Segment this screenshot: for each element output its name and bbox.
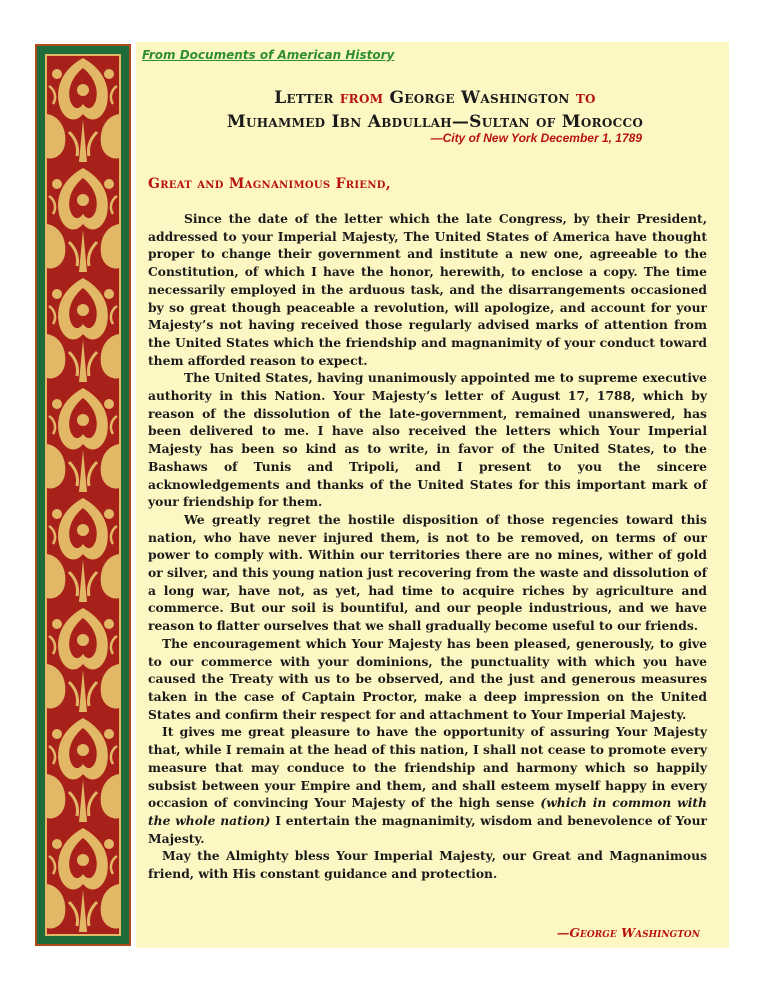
letter-body <box>148 210 707 883</box>
title-word-to: to <box>575 88 596 108</box>
title-word-letter: Letter <box>274 88 334 108</box>
paragraph-5 <box>148 723 707 847</box>
paragraph-2: The United States, having unanimously appointed me to supreme executive authority in this Nation. Your Majesty’s letter of August 17, 1788, which by reason of the dissolution of the late-government, remained unanswered, has been delivered to me. I have also received the letters which Your Imperial Majesty has been so kind as to write, in favor of the United States, to the Bashaws of Tunis and Tripoli, and I present to you the sincere acknowledgements and thanks of the United States for this important mark of your friendship for them. <box>148 370 707 510</box>
paragraph-1: Since the date of the letter which the late Congress, by their President, addressed to your Imperial Majesty, The United States of America have thought proper to change their government and institute a new one, agreeable to the Constitution, of which I have the honor, herewith, to enclose a copy. The time necessarily employed in the arduous task, and the disarrangements occasioned by so great though peaceable a revolution, will apologize, and account for your Majesty’s not having received those regularly advised marks of attention from the United States which the friendship and magnanimity of your conduct toward them afforded reason to expect. <box>148 211 707 368</box>
paragraph-4: The encouragement which Your Majesty has been pleased, generously, to give to our commerce with your dominions, the punctuality with which you have caused the Treaty with us to be observed, and the just and generous measures taken in the case of Captain Proctor, make a deep impression on the United States and confirm their respect for and attachment to Your Imperial Majesty. <box>148 635 707 722</box>
letter-title <box>150 86 720 134</box>
ornament-pattern <box>45 54 121 936</box>
title-word-from: from <box>339 88 384 108</box>
title-author: George Washington <box>389 88 570 108</box>
paragraph-3: We greatly regret the hostile disposition of those regencies toward this nation, who have never injured them, is not to be removed, on terms of our power to comply with. Within our territories there are no mines, wither of gold or silver, and this young nation just recovering from the waste and dissolution of a long war, have not, as yet, had time to acquire riches by agriculture and commerce. But our soil is bountiful, and our people industrious, and we have reason to flatter ourselves that we shall gradually become useful to our friends. <box>148 511 707 634</box>
paragraph-5-start: It gives me great pleasure to have the opportunity of assuring Your Majesty that, while I remain at the head of this nation, I shall not cease to promote every measure that may conduce to the friendship and harmony which so happily subsist between your Empire and them, and shall esteem myself happy in every occasion of convincing Your Majesty of the high sense <box>148 724 707 811</box>
salutation: Great and Magnanimous Friend, <box>148 176 391 192</box>
title-line-1 <box>150 86 720 110</box>
paragraph-5-end: I entertain the magnanimity, wisdom and benevolence of Your Majesty. <box>148 812 707 846</box>
closing-paragraph: May the Almighty bless Your Imperial Majesty, our Great and Magnanimous friend, with His constant guidance and protection. <box>148 848 707 882</box>
signature: —George Washington <box>556 925 700 940</box>
paragraph-5-italic: (which in common with the whole nation) <box>148 795 707 828</box>
title-line-2: Muhammed Ibn Abdullah—Sultan of Morocco <box>226 112 644 132</box>
source-link[interactable]: From Documents of American History <box>142 48 395 62</box>
dateline: —City of New York December 1, 1789 <box>430 131 642 145</box>
ornamental-border <box>35 44 131 946</box>
